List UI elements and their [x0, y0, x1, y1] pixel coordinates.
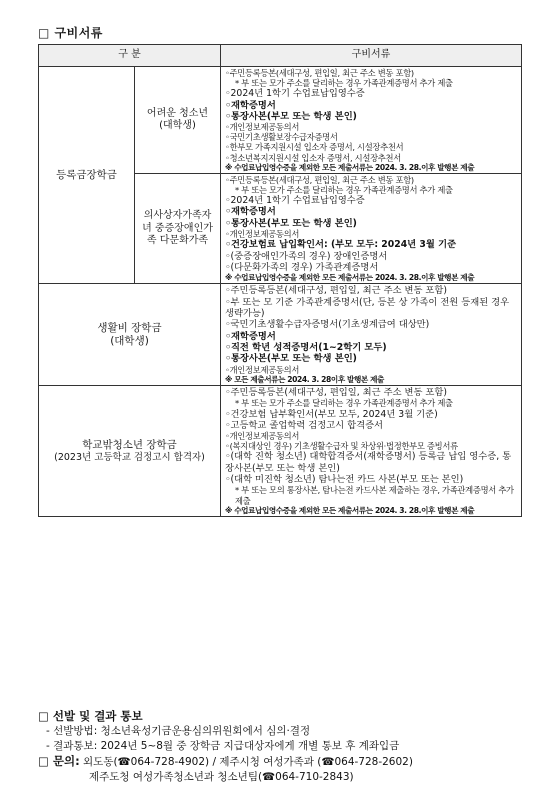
document-item: ◦건강보험 납부확인서(부모 모두, 2024년 3월 기준): [225, 408, 438, 420]
document-item: ◦재학증명서: [225, 206, 276, 218]
document-item: * 부 또는 모가 주소를 달리하는 경우 가족관계증명서 추가 제출: [235, 398, 453, 409]
result-notice: - 결과통보: 2024년 5~8월 중 장학금 지급대상자에게 개별 통보 후 계좌입금: [46, 739, 400, 752]
contact-phone-2: 제주도청 여성가족청소년과 청소년팀(☎064-710-2843): [89, 771, 354, 784]
document-item: ◦주민등록등본(세대구성, 편입일, 최근 주소 변동 포함): [225, 285, 448, 297]
document-item: ◦2024년 1학기 수업료납입영수증: [225, 88, 365, 100]
document-item: ◦재학증명서: [225, 99, 276, 111]
document-item: ※ 수업료납입영수증을 제외한 모든 제출서류는 2024. 3. 28.이후 발행본 제출: [225, 505, 475, 515]
document-item: ※ 모든 제출서류는 2024. 3. 28이후 발행본 제출: [225, 374, 384, 384]
document-item: ◦재학증명서: [225, 330, 276, 342]
documents-table: [38, 44, 522, 517]
table-row: [39, 386, 522, 517]
document-item: ◦개인정보제공동의서: [225, 364, 300, 375]
document-item: * 부 또는 모가 주소를 달리하는 경우 가족관계증명서 추가 제출: [235, 78, 453, 89]
document-item: ※ 수업료납입영수증을 제외한 모든 제출서류는 2024. 3. 28.이후 발행본 제출: [225, 273, 475, 283]
document-item: ◦주민등록등본(세대구성, 편입일, 최근 주소 변동 포함): [225, 387, 448, 399]
section-title-documents: □ 구비서류: [38, 26, 103, 40]
document-item: * 부 또는 모가 주소를 달리하는 경우 가족관계증명서 추가 제출: [235, 185, 453, 195]
document-item: ◦통장사본(부모 또는 학생 본인): [225, 217, 357, 229]
document-item: ◦개인정보제공동의서: [225, 122, 300, 133]
table-row: [39, 67, 522, 174]
document-item: ◦통장사본(부모 또는 학생 본인): [225, 353, 357, 365]
document-list: [221, 386, 522, 517]
contact-label: □ 문의:: [38, 754, 80, 769]
document-item: ◦(복지대상인 경우) 기초생활수급자 및 차상위·법정한부모 증빙서류: [225, 441, 458, 452]
contact-line: [38, 753, 528, 770]
document-item: ◦한부모 가족지원시설 입소자 증명서, 시설장추천서: [225, 142, 404, 153]
document-item: ◦개인정보제공동의서: [225, 229, 300, 240]
document-item: ◦통장사본(부모 또는 학생 본인): [225, 110, 357, 122]
document-item: ※ 수업료납입영수증을 제외한 모든 제출서류는 2024. 3. 28.이후 발행본 제출: [225, 162, 475, 172]
selection-notice: [38, 708, 528, 785]
subcategory-special-families: 의사상자가족자녀 중증장애인가족 다문화가족: [135, 173, 221, 284]
document-item: ◦청소년복지지원시설 입소자 증명서, 시설장추천서: [225, 152, 401, 163]
document-item: ◦건강보험료 납입확인서: (부모 모두: 2024년 3월 기준: [225, 239, 457, 251]
document-item: ◦국민기초생활보장수급자증명서: [225, 132, 338, 143]
document-item: ◦부 또는 모 기준 가족관계증명서(단, 등본 상 가족이 전원 등재된 경우 생략가능): [225, 296, 510, 320]
document-item: ◦주민등록등본(세대구성, 편입일, 최근 주소 변동 포함): [225, 68, 414, 78]
contact-phone-1: 외도동(☎064-728-4902) / 제주시청 여성가족과 (☎064-728-2602): [83, 756, 413, 769]
document-item: ◦(대학 진학 청소년) 대학합격증서(재학증명서) 등록금 납입 영수증, 통장사본(부모 또는 학생 본인): [225, 451, 512, 474]
selection-method: - 선발방법: 청소년육성기금운용심의위원회에서 심의·결정: [46, 725, 311, 738]
category-out-of-school: 학교밖청소년 장학금 (2023년 고등학교 검정고시 합격자): [39, 386, 221, 517]
document-item: ◦국민기초생활수급자증명서(기초생계급여 대상만): [225, 319, 430, 331]
document-list: [221, 67, 522, 174]
table-header-row: [39, 45, 522, 67]
header-documents: 구비서류: [221, 45, 522, 67]
document-list: [221, 173, 522, 284]
document-list: [221, 284, 522, 386]
table-row: [39, 284, 522, 386]
document-item: * 부 또는 모의 통장사본, 탐나는전 카드사본 제출하는 경우, 가족관계증명서 추가 제출: [235, 485, 514, 506]
document-item: ◦고등학교 졸업학력 검정고시 합격증서: [225, 419, 384, 431]
document-item: ◦직전 학년 성적증명서(1~2학기 모두): [225, 342, 387, 354]
document-item: ◦(대학 미진학 청소년) 탐나는전 카드 사본(부모 또는 본인): [225, 474, 464, 486]
document-item: ◦주민등록등본(세대구성, 편입일, 최근 주소 변동 포함): [225, 174, 414, 185]
section-title-selection: □ 선발 및 결과 통보: [38, 709, 143, 723]
document-item: ◦개인정보제공동의서: [225, 431, 300, 442]
document-item: ◦2024년 1학기 수업료납입영수증: [225, 195, 365, 207]
document-item: ◦(중증장애인가족의 경우) 장애인증명서: [225, 250, 388, 262]
category-tuition: 등록금장학금: [39, 67, 135, 284]
header-category: 구 분: [39, 45, 221, 67]
document-item: ◦(다문화가족의 경우) 가족관계증명서: [225, 261, 379, 273]
category-living-expense: 생활비 장학금 (대학생): [39, 284, 221, 386]
subcategory-needy-youth: 어려운 청소년 (대학생): [135, 67, 221, 174]
